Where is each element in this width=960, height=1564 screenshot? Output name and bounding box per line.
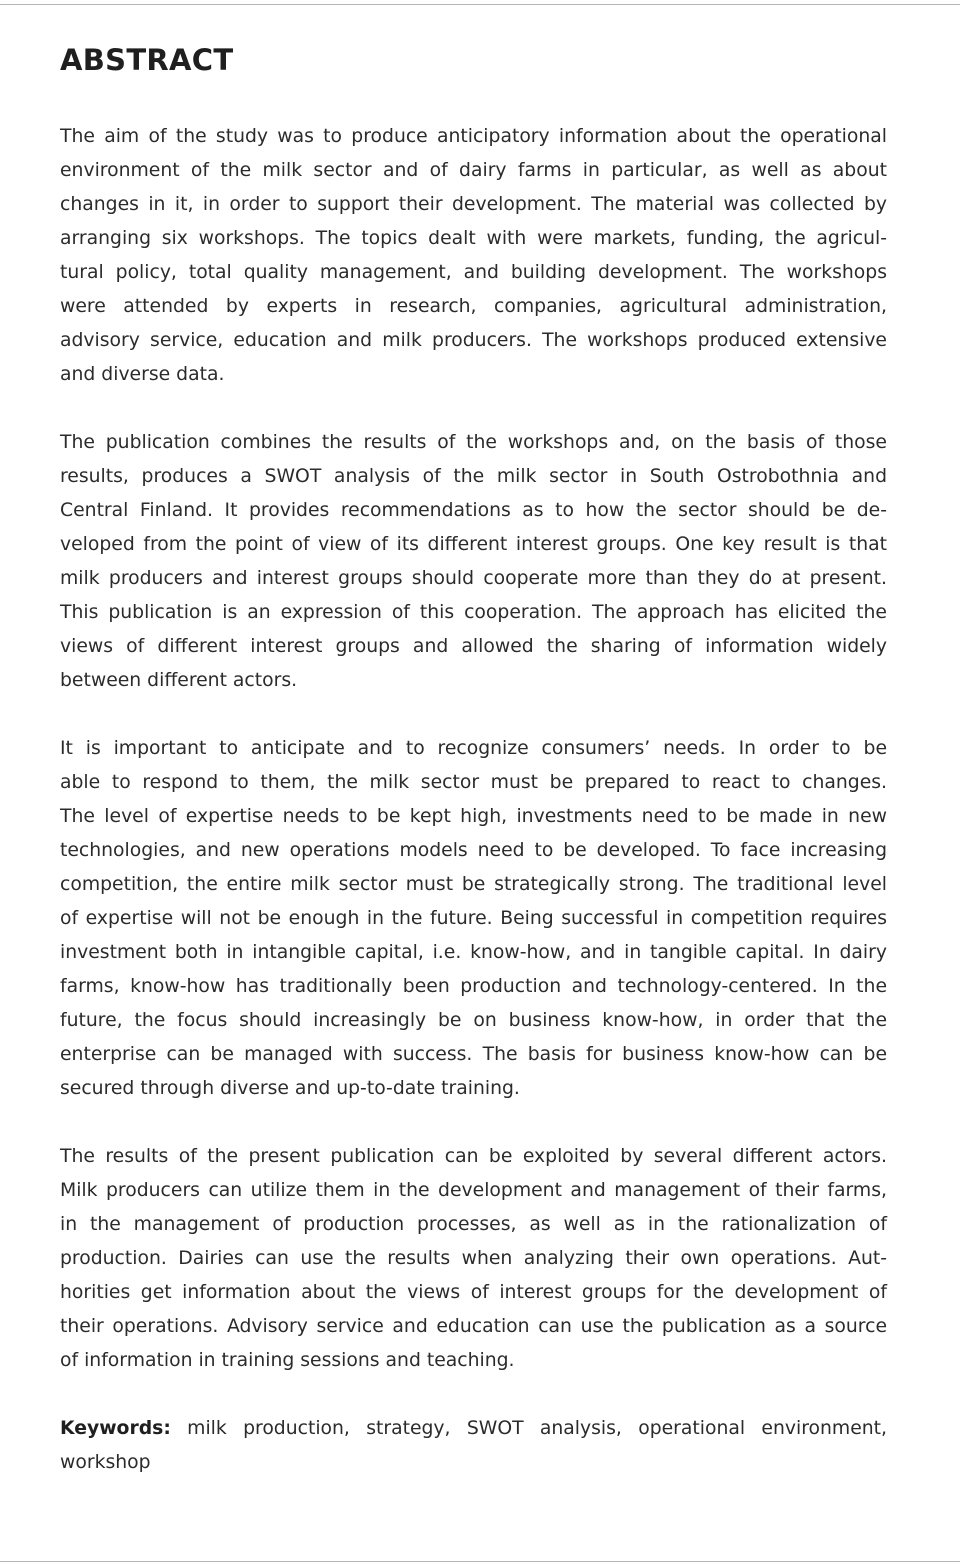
text-line: enterprise can be managed with success. The basis for business know-how can be bbox=[60, 1044, 887, 1065]
text-line: Central Finland. It provides recommendations as to how the sector should be de- bbox=[60, 500, 887, 521]
text-line: The level of expertise needs to be kept high, investments need to be made in new bbox=[60, 806, 887, 827]
abstract-paragraph-4 bbox=[60, 1140, 887, 1378]
text-line: of information in training sessions and teaching. bbox=[60, 1350, 515, 1371]
text-line: tural policy, total quality management, and building development. The workshops bbox=[60, 262, 887, 283]
text-line: horities get information about the views of interest groups for the development of bbox=[60, 1282, 887, 1303]
text-line: their operations. Advisory service and education can use the publication as a source bbox=[60, 1316, 887, 1337]
text-line: environment of the milk sector and of dairy farms in particular, as well as about bbox=[60, 160, 887, 181]
keywords-line bbox=[60, 1412, 887, 1446]
abstract-page bbox=[60, 40, 887, 1480]
text-line: milk producers and interest groups should cooperate more than they do at present. bbox=[60, 568, 887, 589]
keywords-line-2: workshop bbox=[60, 1452, 151, 1473]
text-line: It is important to anticipate and to recognize consumers’ needs. In order to be bbox=[60, 738, 887, 759]
text-line: in the management of production processes, as well as in the rationalization of bbox=[60, 1214, 887, 1235]
text-line: views of different interest groups and allowed the sharing of information widely bbox=[60, 636, 887, 657]
text-line: The aim of the study was to produce anticipatory information about the operational bbox=[60, 126, 887, 147]
text-line: veloped from the point of view of its different interest groups. One key result is that bbox=[60, 534, 887, 555]
text-line: investment both in intangible capital, i.e. know-how, and in tangible capital. In dairy bbox=[60, 942, 887, 963]
keywords-label: Keywords: bbox=[60, 1418, 171, 1439]
bottom-rule bbox=[0, 1561, 960, 1562]
text-line: secured through diverse and up-to-date training. bbox=[60, 1078, 520, 1099]
text-line: farms, know-how has traditionally been production and technology-centered. In the bbox=[60, 976, 887, 997]
text-line: changes in it, in order to support their development. The material was collected by bbox=[60, 194, 887, 215]
text-line: able to respond to them, the milk sector must be prepared to react to changes. bbox=[60, 772, 887, 793]
text-line: of expertise will not be enough in the future. Being successful in competition requires bbox=[60, 908, 887, 929]
text-line: The publication combines the results of the workshops and, on the basis of those bbox=[60, 432, 887, 453]
text-line: advisory service, education and milk producers. The workshops produced extensive bbox=[60, 330, 887, 351]
text-line: and diverse data. bbox=[60, 364, 225, 385]
text-line: future, the focus should increasingly be on business know-how, in order that the bbox=[60, 1010, 887, 1031]
text-line: arranging six workshops. The topics dealt with were markets, funding, the agricul- bbox=[60, 228, 887, 249]
keywords-list: milk production, strategy, SWOT analysis, operational environment, bbox=[170, 1418, 887, 1439]
top-rule bbox=[0, 4, 960, 5]
text-line: Milk producers can utilize them in the development and management of their farms, bbox=[60, 1180, 887, 1201]
abstract-paragraph-3 bbox=[60, 732, 887, 1106]
text-line: competition, the entire milk sector must be strategically strong. The traditional level bbox=[60, 874, 887, 895]
abstract-paragraph-2 bbox=[60, 426, 887, 698]
text-line: production. Dairies can use the results when analyzing their own operations. Aut- bbox=[60, 1248, 887, 1269]
text-line: results, produces a SWOT analysis of the milk sector in South Ostrobothnia and bbox=[60, 466, 887, 487]
keywords-block bbox=[60, 1412, 887, 1480]
text-line: between different actors. bbox=[60, 670, 298, 691]
text-line: The results of the present publication can be exploited by several different actors. bbox=[60, 1146, 887, 1167]
page-title: ABSTRACT bbox=[60, 43, 234, 77]
text-line: technologies, and new operations models need to be developed. To face increasing bbox=[60, 840, 887, 861]
text-line: were attended by experts in research, companies, agricultural administration, bbox=[60, 296, 887, 317]
abstract-paragraph-1 bbox=[60, 120, 887, 392]
text-line: This publication is an expression of this cooperation. The approach has elicited the bbox=[60, 602, 887, 623]
